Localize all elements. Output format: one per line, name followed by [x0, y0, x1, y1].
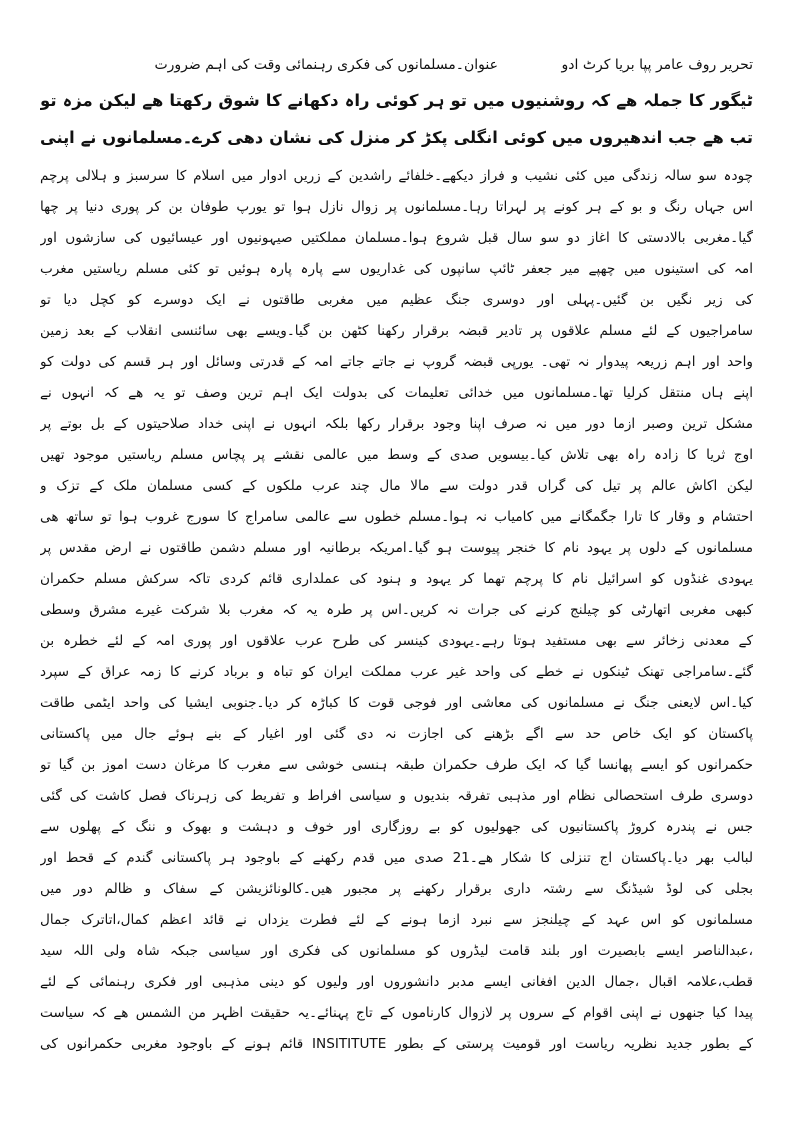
body-line: چودہ سو سالہ زندگی میں کئی نشیب و فراز دیکھے۔خلفائے راشدین کے زریں ادوار میں اسلام کا سرسبز و ہلالی پرچم: [40, 168, 753, 184]
body-line: اپنے ہاں منتقل کرلیا تھا۔مسلمانوں میں خدائی تعلیمات کی بدولت ایک اہم ترین وصف تو یہ ھے کہ انہوں نے: [40, 385, 753, 401]
body-line: دوسری طرف استحصالی نظام اور مذہبی تفرقہ بندیوں و سیاسی افراط و تفریط کی زہرناک فصل کاشت کی گئی: [40, 788, 753, 804]
body-line: مشکل ترین وصبر ازما دور میں نہ صرف اپنا وجود برقرار رکھا بلکہ انہوں نے اپنی خداد صلاحیتوں کے بل بوتے پر: [40, 416, 753, 432]
body-line: قطب،علامہ اقبال ،جمال الدین افغانی ایسے مدبر دانشوروں اور ولیوں کو دینی مذہبی اور فکری رہنمائی کے لئے: [40, 974, 753, 990]
body-line: گئے۔سامراجی تھنک ٹینکوں نے خطے کی واحد غیر عرب مملکت ایران کو تباہ و برباد کرنے کا زمہ عراق کے سپرد: [40, 664, 753, 680]
lead-line: تب ھے جب اندھیروں میں کوئی انگلی پکڑ کر منزل کی نشان دھی کرے۔مسلمانوں نے اپنی: [40, 128, 753, 147]
body-line: پاکستان کو ایک خاص حد سے اگے بڑھنے کی اجازت نہ دی گئی اور اغیار کے بنے ہوئے جال میں پاکستانی: [40, 726, 753, 742]
body-line: اوج ثریا کا زادہ راہ بھی تلاش کیا۔بیسویں صدی کے وسط میں عالمی نقشے پر پچاس مسلم ریاستیں موجود تھیں: [40, 447, 753, 463]
body-line: امہ کی استینوں میں چھپے میر جعفر ٹائپ سانپوں کی غداریوں سے پارہ پارہ ہوئیں تو کئی مسلم ریاستیں مغرب: [40, 261, 753, 277]
body-line: اس جہاں رنگ و بو کے ہر کونے پر لہراتا رہا۔مسلمانوں پر زوال نازل ہوا تو یورپ طوفان بن کر پوری دنیا پر چھا: [40, 199, 753, 215]
body-line: کبھی مغربی اتھارٹی کو چیلنج کرنے کی جرات نہ کریں۔اس پر طرہ یہ کہ مغرب بلا شرکت غیرے مشرق وسطی: [40, 602, 753, 618]
body-line: جس نے پندرہ کروڑ پاکستانیوں کی جھولیوں کو بے روزگاری اور خوف و دہشت و بھوک و ننگ کے پھلوں سے: [40, 819, 753, 835]
lead-line: ٹیگور کا جملہ ھے کہ روشنیوں میں تو ہر کوئی راہ دکھانے کا شوق رکھتا ھے لیکن مزہ تو: [40, 91, 753, 110]
body-line: واحد اور اہم زریعہ پیدوار نہ تھی۔ یورپی قبضہ گروپ نے جاتے جاتے امہ کے قدرتی وسائل اور ہر قسم کی دولت کو: [40, 354, 753, 370]
body-line: پیدا کیا جنھوں نے اپنی اقوام کے سروں پر لازوال کارناموں کے تاج پہنائے۔یہ حقیقت اظہر من الشمس ھے کہ سیاست: [40, 1005, 753, 1021]
body-line: مسلمانوں کے دلوں پر یہود نام کا خنجر پیوست ہو گیا۔امریکہ برطانیہ اور مسلم دشمن طاقتوں نے ارض مقدس پر: [40, 540, 753, 556]
body-line: یہودی غنڈوں کو اسرائیل نام کا پرچم تھما کر یہود و ہنود کی عملداری قائم کردی تاکہ سرکش مسلم حکمران: [40, 571, 753, 587]
body-line: کی زیر نگیں بن گئیں۔پہلی اور دوسری جنگ عظیم میں مغربی طاقتوں نے ایک دوسرے کو کچل دیا تو: [40, 292, 753, 308]
body-line: گیا۔مغربی بالادستی کا اغاز دو سو سال قبل شروع ہوا۔مسلمان مملکتیں صیہونیوں اور عیسائیوں کی سازشوں اور: [40, 230, 753, 246]
body-line: لبالب بھر دیا۔پاکستان اج تنزلی کا شکار ھے۔21 صدی میں قدم رکھنے کے باوجود ہر پاکستانی گندم کے قحط اور: [40, 850, 753, 866]
body-line: کے معدنی زخائر سے بھی مستفید ہوتا رہے۔یہودی کینسر کی طرح عرب علاقوں اور پوری امہ کے لئے خطرہ بن: [40, 633, 753, 649]
article-title: عنوان۔مسلمانوں کی فکری رہنمائی وقت کی اہم ضرورت: [154, 57, 498, 73]
body-line: ،عبدالناصر ایسے بابصیرت اور بلند قامت لیڈروں کو مسلمانوں کی فکری اور سیاسی جبکہ شاہ ولی اللہ سید: [40, 943, 753, 959]
body-line: مسلمانوں کو اس عہد کے چیلنجز سے نبرد ازما ہونے کے لئے فطرت یزداں نے قائد اعظم کمال،اتاترک جمال: [40, 912, 753, 928]
body-line: حکمرانوں کو ایسے پھانسا گیا کہ ایک طرف حکمران طبقہ ہنسی خوشی سے مغرب کا مرغان دست اموز بن گیا تو: [40, 757, 753, 773]
header-line: [40, 57, 753, 79]
body-line: احتشام و وقار کا تارا جگمگانے میں کامیاب نہ ہوا۔مسلم خطوں سے عالمی سامراج کا سورج غروب ہوا تو ساتھ ھی: [40, 509, 753, 525]
body-line: کیا۔اس لایعنی جنگ نے مسلمانوں کی معاشی اور فوجی قوت کا کباڑہ کر دیا۔جنوبی ایشیا کی واحد ایٹمی طاقت: [40, 695, 753, 711]
body-line: بجلی کی لوڈ شیڈنگ سے رشتہ داری برقرار رکھنے پر مجبور ھیں۔کالونائزیشن کے سفاک و ظالم دور میں: [40, 881, 753, 897]
author-line: تحریر روف عامر پپا بریا کرٹ ادو: [561, 57, 753, 73]
body-line: کے بطور جدید نظریہ ریاست اور قومیت پرستی کے بطور INSITITUTE قائم ہونے کے باوجود مغربی حکمرانوں کی: [40, 1036, 753, 1052]
body-line: سامراجیوں کے لئے مسلم علاقوں پر تادیر قبضہ برقرار رکھنا کٹھن بن گیا۔ویسے بھی سائنسی انقلاب کے بعد زمین: [40, 323, 753, 339]
body-line: لیکن اکاش عالم پر تیل کی گراں قدر دولت سے مالا مال چند عرب ملکوں کے کسی مسلمان ملک کے تزک و: [40, 478, 753, 494]
